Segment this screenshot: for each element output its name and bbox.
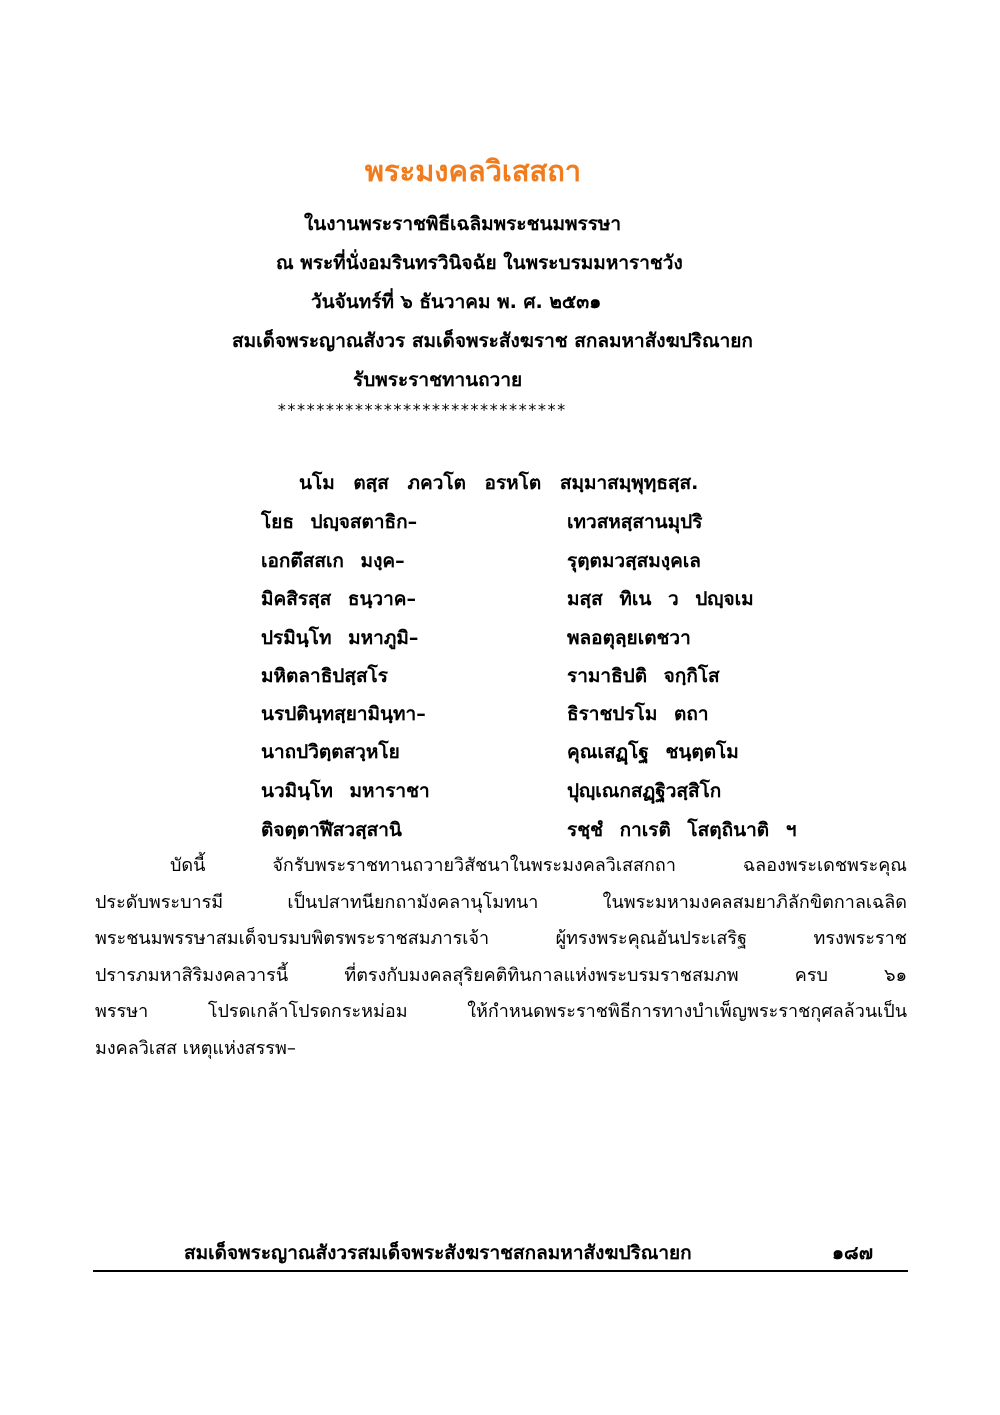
- paragraph-line: พรรษา โปรดเกล้าโปรดกระหม่อม ให้กำหนดพระราชพิธีการทางบำเพ็ญพระราชกุศลล้วนเป็น: [95, 1001, 907, 1022]
- verse-left: มหิตลาธิปสฺสโร: [261, 665, 388, 687]
- header-line-presented: รับพระราชทานถวาย: [353, 369, 523, 391]
- paragraph-line: บัดนี้ จักรับพระราชทานถวายวิสัชนาในพระมงคลวิเสสกถา ฉลองพระเดชพระคุณ: [170, 855, 907, 876]
- verse-line: [261, 776, 911, 812]
- verse-left: โยธ ปญฺจสตาธิก–: [261, 511, 418, 533]
- verse-line: [261, 584, 911, 620]
- verse-right: พลอตุลฺยเตชวา: [567, 627, 691, 649]
- verse-right: มสฺส ทิเน ว ปญฺจเม: [567, 588, 754, 610]
- verse-right: คุณเสฏฺโฐ ชนฺตฺตโม: [567, 741, 739, 763]
- verse-right: ธิราชปรโม ตถา: [567, 703, 709, 725]
- header-line-venue: ณ พระที่นั่งอมรินทรวินิจฉัย ในพระบรมมหาราชวัง: [276, 252, 683, 274]
- header-line-date: วันจันทร์ที่ ๖ ธันวาคม พ. ศ. ๒๕๓๑: [311, 291, 602, 313]
- verse-left: ปรมินฺโท มหาภูมิ–: [261, 627, 419, 649]
- verse-left: นาถปวิตฺตสวฺหโย: [261, 741, 400, 763]
- verse-line: [261, 737, 911, 773]
- paragraph-line: มงคลวิเสส เหตุแห่งสรรพ–: [95, 1037, 296, 1059]
- document-title: พระมงคลวิเสสถา: [364, 154, 582, 188]
- header-line-occasion: ในงานพระราชพิธีเฉลิมพระชนมพรรษา: [304, 213, 622, 235]
- verse-right: ปุญฺเณกสฏฺฐิวสฺสิโก: [567, 780, 722, 802]
- verse-right: เทวสหสฺสานมุปริ: [567, 511, 703, 533]
- footer-running-title: สมเด็จพระญาณสังวรสมเด็จพระสังฆราชสกลมหาสังฆปริณายก: [184, 1242, 692, 1264]
- body-paragraph: [95, 848, 907, 1067]
- verse-right: รุตฺตมวสฺสมงฺคเล: [567, 550, 701, 572]
- verse-right: รชฺชํ กาเรติ โสตฺถินาติ ฯ: [567, 819, 797, 841]
- verse-homage: นโม ตสฺส ภควโต อรหโต สมฺมาสมฺพุทฺธสฺส.: [299, 472, 699, 494]
- paragraph-line: พระชนมพรรษาสมเด็จบรมบพิตรพระราชสมภารเจ้า ผู้ทรงพระคุณอันประเสริฐ ทรงพระราช: [95, 928, 907, 949]
- header-line-author: สมเด็จพระญาณสังวร สมเด็จพระสังฆราช สกลมหาสังฆปริณายก: [232, 330, 753, 352]
- verse-right: รามาธิปติ จกฺกิโส: [567, 665, 720, 687]
- paragraph-line: ปรารภมหาสิริมงคลวารนี้ ที่ตรงกับมงคลสุริยคติทินกาลแห่งพระบรมราชสมภพ ครบ ๖๑: [95, 964, 907, 986]
- verse-line: [261, 815, 911, 851]
- verse-line: [261, 507, 911, 543]
- page-number: ๑๘๗: [832, 1242, 874, 1264]
- verse-line: [261, 546, 911, 582]
- verse-line: [261, 623, 911, 659]
- separator-stars: ******************************: [277, 400, 566, 419]
- verse-left: นรปตินฺทสฺยามินฺทา–: [261, 703, 426, 725]
- verse-left: ติจตฺตาฬีสวสฺสานิ: [261, 819, 402, 841]
- paragraph-line: ประดับพระบารมี เป็นปสาทนียกถามังคลานุโมทนา ในพระมหามงคลสมยาภิลักขิตกาลเฉลิด: [95, 891, 907, 913]
- footer-divider: [93, 1270, 908, 1272]
- verse-line: [261, 661, 911, 697]
- verse-left: นวมินฺโท มหาราชา: [261, 780, 430, 802]
- verse-left: มิคสิรสฺส ธนฺวาค–: [261, 588, 416, 610]
- verse-line: [261, 699, 911, 735]
- verse-left: เอกตึสสเก มงฺค–: [261, 550, 405, 572]
